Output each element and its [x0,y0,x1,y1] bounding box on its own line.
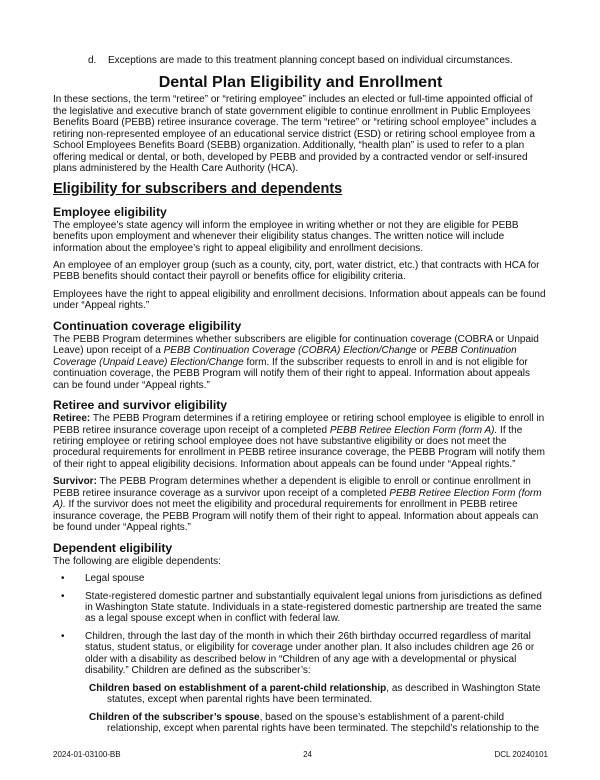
page-footer [53,750,548,760]
sub-item-title: Children based on establishment of a parent-child relationship [89,682,387,694]
text: The PEBB Program determines whether a dependent is eligible to enroll or continue enrollment in PEBB retiree insurance coverage as a survivor upon receipt of a completed [53,476,531,499]
list-item [61,573,548,585]
form-name: PEBB Retiree Election Form (form A). [329,424,498,436]
text: The PEBB Program determines whether subscribers are eligible for continuation coverage (COBRA or Unpaid Leave) upon receipt of a [53,333,539,357]
dependent-intro: The following are eligible dependents: [53,555,221,567]
employee-paragraph-2: An employee of an employer group (such as a county, city, port, water district, etc.) that contracts with HCA for PEBB benefits should contact their payroll or benefits office for eligibility criteria. [53,259,540,283]
footer-doc-id: 2024-01-03100-BB [53,750,121,760]
list-item-d [88,55,548,66]
list-item [61,630,548,677]
sub-item-title: Children of the subscriber’s spouse [89,711,260,723]
survivor-paragraph [53,476,548,533]
bullet-icon: • [61,630,65,642]
employee-paragraph-1: The employee’s state agency will inform the employee in writing whether or not they are eligible for PEBB benefits upon employment and whenever their eligibility status changes. The written notice will include information about the employee’s right to appeal eligibility and enrollment decisions. [53,219,519,254]
section-heading: Eligibility for subscribers and dependents [53,180,343,197]
form-name: PEBB Retiree Election Form (form A). [53,487,542,511]
bullet-text: State-registered domestic partner and substantially equivalent legal unions from jurisdictions as defined in Washington State statute. Individuals in a state-registered domestic partnership are treated the same as a legal spouse except when in conflict with federal law. [85,590,542,625]
retiree-label: Retiree: [53,413,91,425]
text: form. If the subscriber requests to enroll in and is not eligible for continuation coverage, the PEBB Program will notify them of their right to appeal. Information about appeals can be found under “Appeal rights.” [53,356,530,391]
continuation-heading: Continuation coverage eligibility [53,318,242,333]
list-marker: d. [88,55,97,66]
list-text: Exceptions are made to this treatment planning concept based on individual circumstances. [108,55,513,66]
bullet-text: Legal spouse [85,573,145,585]
page-title: Dental Plan Eligibility and Enrollment [158,74,443,92]
form-name: PEBB Continuation Coverage (Unpaid Leave) Election/Change [53,345,517,368]
continuation-paragraph [53,334,548,391]
page-number: 24 [303,750,312,760]
sub-item [89,683,548,706]
sub-item-text: , based on the spouse’s establishment of a parent-child relationship, except when parental rights have been terminated. The stepchild’s relationship to the [107,711,540,735]
list-item [61,590,548,625]
employee-paragraph-3: Employees have the right to appeal eligibility and enrollment decisions. Information about appeals can be found under “Appeal rights.” [53,288,546,312]
survivor-label: Survivor: [53,476,97,488]
bullet-icon: • [61,590,65,602]
dependent-heading: Dependent eligibility [53,540,173,555]
text: If the retiring employee or retiring school employee does not have substantive eligibility or does not meet the procedural requirements for enrollment in PEBB retiree insurance coverage, the PEBB Program will notify them of their right to appeal eligibility decisions. Information about appeals can be found under “Appeal rights.” [53,424,545,470]
sub-item-text: , as described in Washington State statutes, except when parental rights have been terminated. [107,682,541,706]
text: The PEBB Program determines if a retiring employee or retiring school employee is eligible to enroll in PEBB retiree insurance coverage upon receipt of a completed [53,413,545,436]
sub-item [89,712,548,735]
intro-paragraph: In these sections, the term “retiree” or “retiring employee” includes an elected or full-time appointed official of the legislative and executive branch of state government eligible to continue enrollment in Public Employees Benefits Board (PEBB) retiree insurance coverage. The term “retiree” or “retiring school employee” includes a retiring non-represented employee of an educational service district (ESD) or retiring school employee from a School Employees Benefits Board (SEBB) organization. Additionally, “health plan” is used to refer to a plan offering medical or dental, or both, developed by PEBB and provided by a contracted vendor or self-insured plans administered by the Health Care Authority (HCA). [53,94,537,175]
employee-eligibility-heading: Employee eligibility [53,204,167,219]
footer-version: DCL 20240101 [494,750,548,760]
form-name: PEBB Continuation Coverage (COBRA) Election/Change [163,345,417,357]
retiree-heading: Retiree and survivor eligibility [53,398,228,413]
retiree-paragraph [53,413,548,470]
text: or [416,345,432,357]
text: If the survivor does not meet the eligibility and procedural requirements for enrollment in PEBB retiree insurance coverage, the PEBB Program will notify them of their right to appeal. Information about appeals can be found under “Appeal rights.” [53,499,539,534]
bullet-text: Children, through the last day of the month in which their 26th birthday occurred regardless of marital status, student status, or eligibility for coverage under another plan. It also includes children age 26 or older with a disability as described below in “Children of any age with a developmental or physical disability.” Children are defined as the subscriber’s: [85,630,535,677]
bullet-icon: • [61,573,65,585]
